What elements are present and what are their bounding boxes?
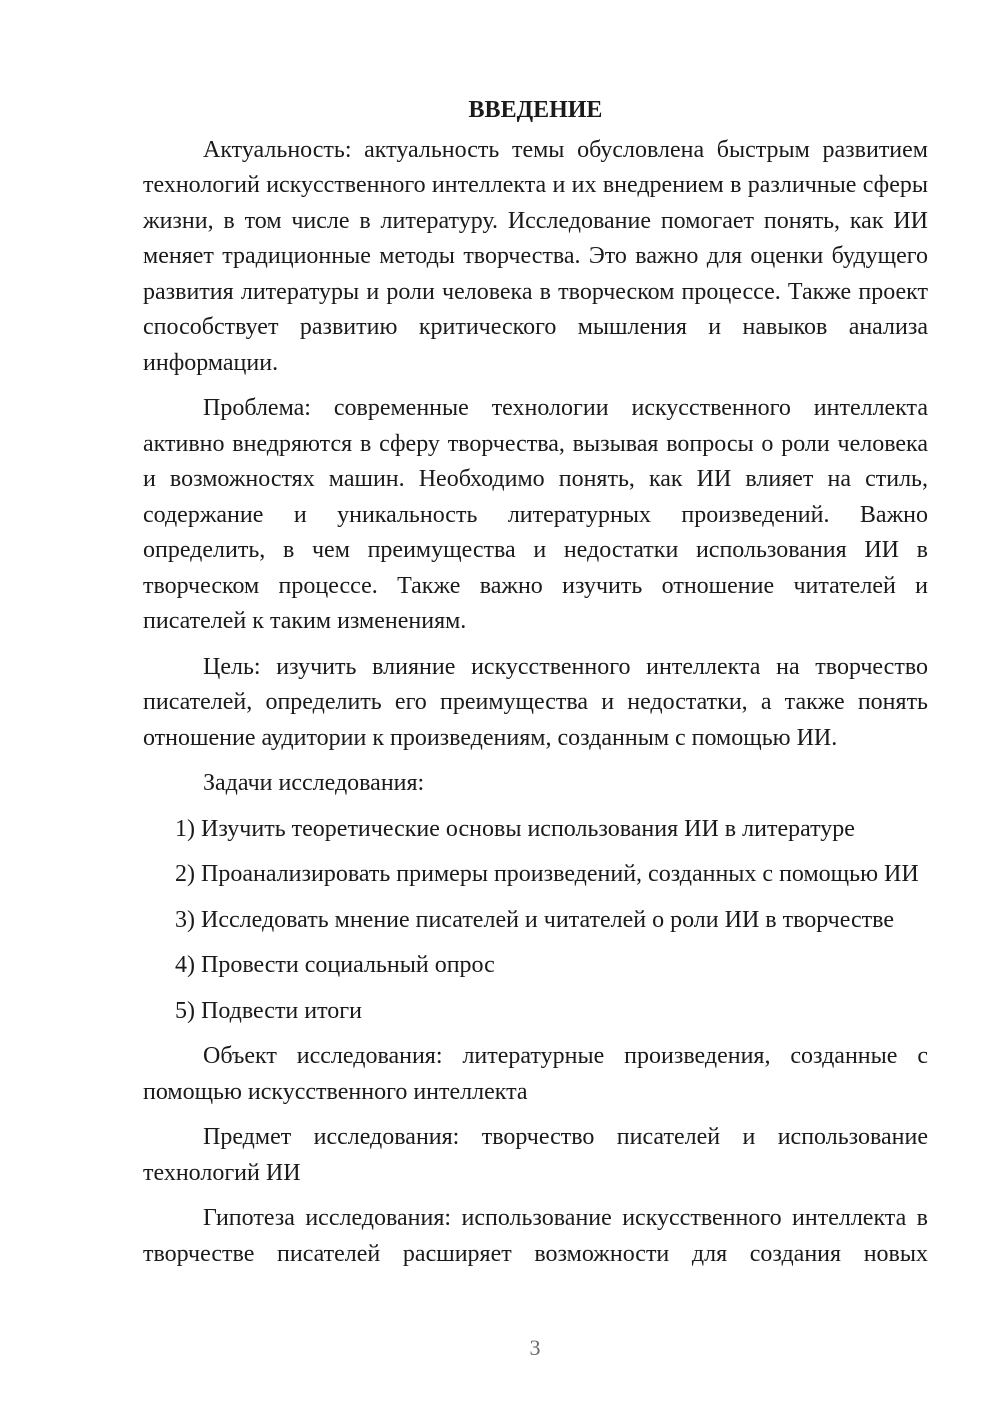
page-number: 3	[529, 1335, 541, 1360]
task-item-3: 3) Исследовать мнение писателей и читателей о роли ИИ в творчестве	[175, 906, 894, 933]
problem-paragraph: Проблема: современные технологии искусственного интеллекта активно внедряются в сферу творчества, вызывая вопросы о роли человека и возможностях машин. Необходимо понять, как ИИ влияет на стиль, содержание и уникальность литературных произведений. Важно определить, в чем преимущества и недостатки использования ИИ в творческом процессе. Также важно изучить отношение читателей и писателей к таким изменениям.	[143, 395, 928, 634]
relevance-paragraph: Актуальность: актуальность темы обусловлена быстрым развитием технологий искусственного интеллекта и их внедрением в различные сферы жизни, в том числе в литературу. Исследование помогает понять, как ИИ меняет традиционные методы творчества. Это важно для оценки будущего развития литературы и роли человека в творческом процессе. Также проект способствует развитию критического мышления и навыков анализа информации.	[143, 136, 928, 376]
page-title: ВВЕДЕНИЕ	[468, 97, 603, 123]
goal-paragraph: Цель: изучить влияние искусственного интеллекта на творчество писателей, определить его преимущества и недостатки, а также понять отношение аудитории к произведениям, созданным с помощью ИИ.	[143, 653, 928, 751]
tasks-heading: Задачи исследования:	[203, 770, 425, 796]
task-item-2: 2) Проанализировать примеры произведений, созданных с помощью ИИ	[175, 861, 919, 887]
task-item-1: 1) Изучить теоретические основы использования ИИ в литературе	[175, 815, 855, 842]
document-body	[143, 93, 928, 1272]
task-item-5: 5) Подвести итоги	[175, 997, 362, 1024]
subject-paragraph: Предмет исследования: творчество писателей и использование технологий ИИ	[143, 1124, 928, 1186]
object-paragraph: Объект исследования: литературные произведения, созданные с помощью искусственного интеллекта	[143, 1043, 928, 1105]
task-item-4: 4) Провести социальный опрос	[175, 952, 495, 978]
hypothesis-paragraph: Гипотеза исследования: использование искусственного интеллекта в творчестве писателей расширяет возможности для создания новых	[143, 1205, 928, 1267]
